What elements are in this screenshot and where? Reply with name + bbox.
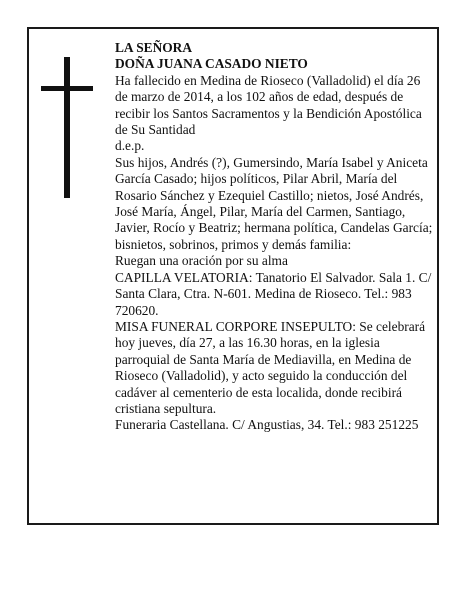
dep-line: d.e.p. <box>115 138 145 154</box>
funeral-home-info: Funeraria Castellana. C/ Angustias, 34. Tel.: 983 251225 <box>115 417 419 433</box>
notice-heading-title: LA SEÑORA <box>115 40 193 55</box>
cross-icon <box>41 57 93 198</box>
death-announcement: Ha fallecido en Medina de Rioseco (Valladolid) el día 26 de marzo de 2014, a los 102 años de edad, después de recibir los Santos Sacramentos y la Bendición Apostólica de Su Santidad <box>115 72 422 138</box>
funeral-mass-info: MISA FUNERAL CORPORE INSEPULTO: Se celebrará hoy jueves, día 27, a las 16.30 horas, en la iglesia parroquial de Santa María de Mediavilla, en Medina de Rioseco (Valladolid), y acto seguido la conducción del cadáver al cementerio de esta localida, donde recibirá cristiana sepultura. <box>115 318 426 416</box>
cross-vertical-bar <box>64 57 70 198</box>
family-members: Sus hijos, Andrés (?), Gumersindo, María Isabel y Aniceta García Casado; hijos políticos, Pilar Abril, María del Rosario Sánchez y Ezequiel Castillo; nietos, José Andrés, José María, Ángel, Pilar, María del Carmen, Santiago, Javier, Rocío y Beatriz; hermana política, Candelas García; bisnietos, sobrinos, primos y demás familia: <box>115 154 433 252</box>
deceased-name: DOÑA JUANA CASADO NIETO <box>115 56 308 72</box>
chapel-info: CAPILLA VELATORIA: Tanatorio El Salvador. Sala 1. C/ Santa Clara, Ctra. N-601. Medina de Rioseco. Tel.: 983 720620. <box>115 269 432 318</box>
obituary-notice-frame <box>27 27 439 525</box>
prayer-request: Ruegan una oración por su alma <box>115 253 288 269</box>
obituary-text <box>115 40 433 434</box>
cross-horizontal-bar <box>41 86 93 91</box>
